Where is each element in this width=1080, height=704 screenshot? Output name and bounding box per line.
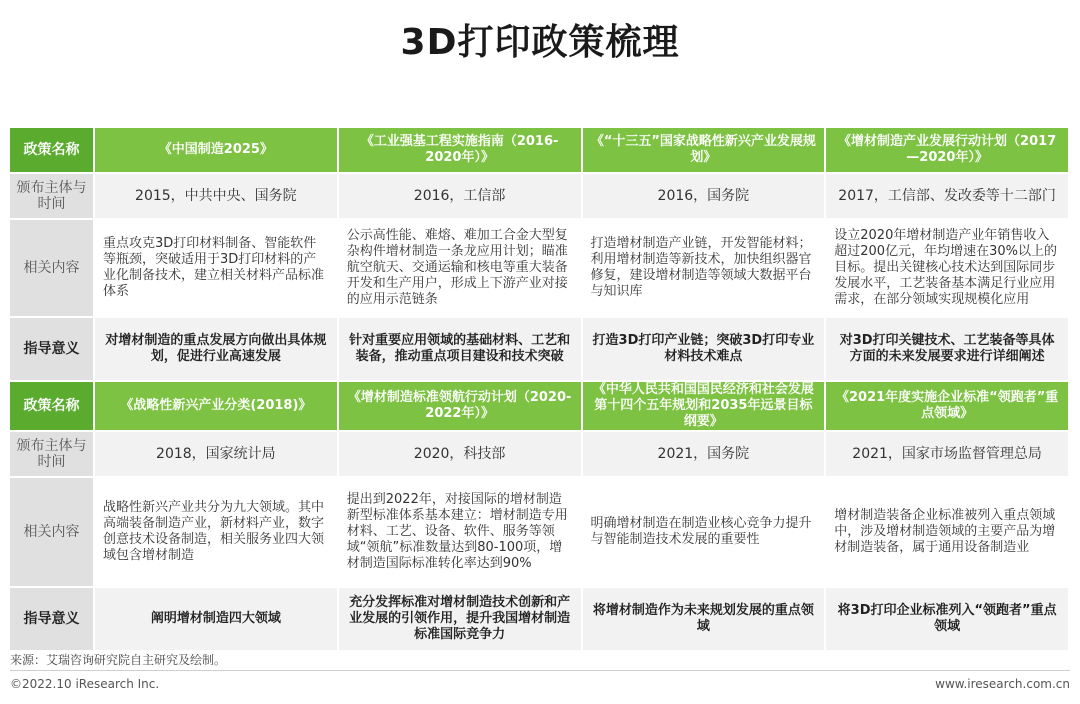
guide-cell: 将增材制造作为未来规划发展的重点领域: [582, 587, 826, 651]
content-cell: 设立2020年增材制造产业年销售收入超过200亿元，年均增速在30%以上的 目标。提出关键核心技术达到国际同步发展水平，工艺装备基本满足行业应用需求，在部分领域实现规模化应用: [825, 219, 1069, 317]
content-cell: 战略性新兴产业共分为九大领域。其中高端装备制造产业，新材料产业，数字创意技术设备制造，相关服务业四大领域包含增材制造: [94, 477, 338, 587]
guide-cell: 将3D打印企业标准列入“领跑者”重点领域: [825, 587, 1069, 651]
table-row-guide: [10, 317, 1069, 381]
policy-name-cell: 《战略性新兴产业分类(2018)》: [94, 381, 338, 431]
footer-divider: [10, 670, 1070, 671]
policy-name-cell: 《增材制造标准领航行动计划（2020-2022年）》: [338, 381, 582, 431]
policy-name-cell: 《2021年度实施企业标准“领跑者”重点领域》: [825, 381, 1069, 431]
guide-cell: 充分发挥标准对增材制造技术创新和产业发展的引领作用，提升我国增材制造标准国际竞争力: [338, 587, 582, 651]
guide-cell: 针对重要应用领域的基础材料、工艺和装备，推动重点项目建设和技术突破: [338, 317, 582, 381]
guide-cell: 对增材制造的重点发展方向做出具体规划，促进行业高速发展: [94, 317, 338, 381]
copyright-text: ©2022.10 iResearch Inc.: [10, 677, 160, 691]
table-row-issuer: [10, 431, 1069, 477]
content-cell: 重点攻克3D打印材料制备、智能软件等瓶颈，突破适用于3D打印材料的产业化制备技术，建立相关材料产品标准体系: [94, 219, 338, 317]
content-cell: 增材制造装备企业标准被列入重点领域中，涉及增材制造领域的主要产品为增材制造装备，属于通用设备制造业: [825, 477, 1069, 587]
issuer-cell: 2021，国家市场监督管理总局: [825, 431, 1069, 477]
content-cell: 公示高性能、难熔、难加工合金大型复杂构件增材制造一条龙应用计划；瞄准航空航天、交通运输和核电等重大装备开发和生产用户，形成上下游产业对接的应用示范链条: [338, 219, 582, 317]
issuer-cell: 2018，国家统计局: [94, 431, 338, 477]
row-header-content: 相关内容: [10, 219, 94, 317]
table-row-content: [10, 477, 1069, 587]
policy-name-cell: 《中国制造2025》: [94, 128, 338, 173]
row-header-guide: 指导意义: [10, 317, 94, 381]
policy-name-cell: 《中华人民共和国国民经济和社会发展第十四个五年规划和2035年远景目标纲要》: [582, 381, 826, 431]
issuer-cell: 2021，国务院: [582, 431, 826, 477]
policy-table: [10, 128, 1070, 652]
issuer-cell: 2016，国务院: [582, 173, 826, 219]
row-header-issuer: 颁布主体与时间: [10, 431, 94, 477]
table-row-content: [10, 219, 1069, 317]
policy-name-cell: 《“十三五”国家战略性新兴产业发展规划》: [582, 128, 826, 173]
website-link[interactable]: www.iresearch.com.cn: [935, 677, 1070, 691]
policy-name-cell: 《增材制造产业发展行动计划（2017—2020年）》: [825, 128, 1069, 173]
guide-cell: 打造3D打印产业链；突破3D打印专业材料技术难点: [582, 317, 826, 381]
content-cell: 明确增材制造在制造业核心竞争力提升与智能制造技术发展的重要性: [582, 477, 826, 587]
table-row-issuer: [10, 173, 1069, 219]
guide-cell: 对3D打印关键技术、工艺装备等具体方面的未来发展要求进行详细阐述: [825, 317, 1069, 381]
issuer-cell: 2020，科技部: [338, 431, 582, 477]
table-row-policy-name: [10, 128, 1069, 173]
content-cell: 打造增材制造产业链，开发智能材料；利用增材制造等新技术，加快组织器官修复，建设增材制造等领域大数据平台与知识库: [582, 219, 826, 317]
issuer-cell: 2016，工信部: [338, 173, 582, 219]
issuer-cell: 2017，工信部、发改委等十二部门: [825, 173, 1069, 219]
row-header-guide: 指导意义: [10, 587, 94, 651]
row-header-policy-name: 政策名称: [10, 381, 94, 431]
table-row-guide: [10, 587, 1069, 651]
row-header-issuer: 颁布主体与时间: [10, 173, 94, 219]
source-note: 来源：艾瑞咨询研究院自主研究及绘制。: [10, 653, 227, 667]
guide-cell: 阐明增材制造四大领域: [94, 587, 338, 651]
table-row-policy-name: [10, 381, 1069, 431]
row-header-content: 相关内容: [10, 477, 94, 587]
content-cell: 提出到2022年，对接国际的增材制造新型标准体系基本建立：增材制造专用材料、工艺、设备、软件、服务等领域“领航”标准数量达到80-100项，增材制造国际标准转化率达到90%: [338, 477, 582, 587]
row-header-policy-name: 政策名称: [10, 128, 94, 173]
page-title: 3D打印政策梳理: [400, 22, 680, 63]
issuer-cell: 2015，中共中央、国务院: [94, 173, 338, 219]
policy-name-cell: 《工业强基工程实施指南（2016-2020年）》: [338, 128, 582, 173]
